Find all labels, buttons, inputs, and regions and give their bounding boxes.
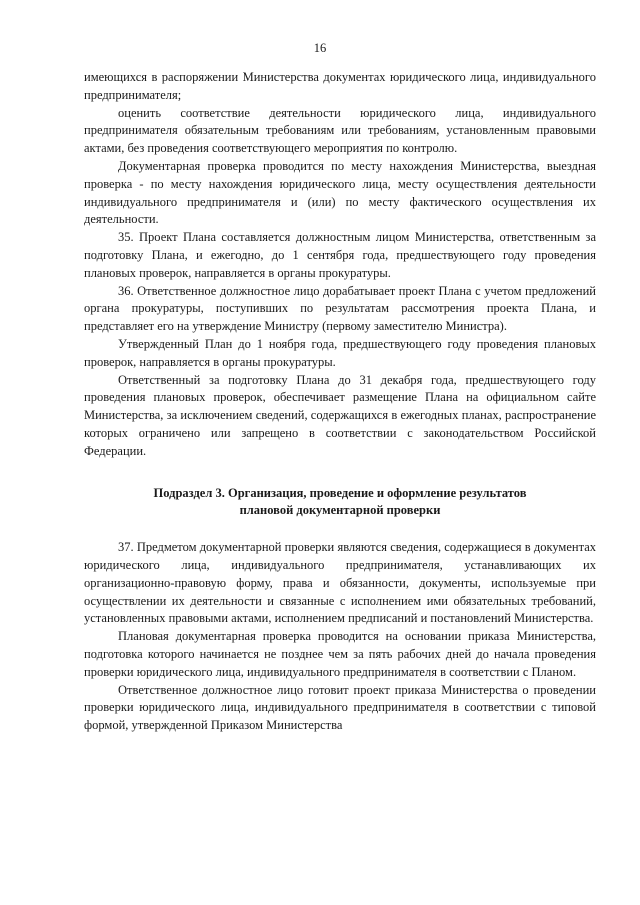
paragraph: Ответственное должностное лицо готовит проект приказа Министерства о проведении проверки юридического лица, индивидуального предпринимателя в соответствии с типовой формой, утвержденной Приказом Министерства (84, 682, 596, 733)
paragraph: 36. Ответственное должностное лицо дорабатывает проект Плана с учетом предложений органа прокуратуры, поступивших по результатам рассмотрения проекта Плана, и представляет его на утверждение Министру (первому заместителю Министра). (84, 283, 596, 334)
paragraph: Плановая документарная проверка проводится на основании приказа Министерства, подготовка которого начинается не позднее чем за пять рабочих дней до начала проведения проверки юридического лица, индивидуального предпринимателя в соответствии с Планом. (84, 629, 596, 679)
paragraph: Ответственный за подготовку Плана до 31 декабря года, предшествующего году проведения плановых проверок, обеспечивает размещение Плана на официальном сайте Министерства, за исключением сведений, содержащихся в ежегодных планах, распространение которых ограничено или запрещено в соответствии с законодательством Российской Федерации. (84, 372, 596, 458)
subsection-heading (84, 485, 596, 521)
subsection-heading-line: Подраздел 3. Организация, проведение и оформление результатов (153, 485, 527, 500)
document-body (84, 69, 596, 735)
subsection-heading-line: плановой документарной проверки (239, 503, 441, 518)
page-number: 16 (313, 41, 327, 55)
paragraph: 37. Предметом документарной проверки являются сведения, содержащиеся в документах юридического лица, индивидуального предпринимателя, устанавливающих их организационно-правовую форму, права и обязанности, документы, используемые при осуществлении их деятельности и связанные с исполнением ими обязательных требований, установленных правовыми актами, исполнением предписаний и постановлений Министерства. (84, 540, 596, 626)
paragraph: оценить соответствие деятельности юридического лица, индивидуального предпринимателя обязательным требованиям или требованиям, установленным правовыми актами, без проведения соответствующего мероприятия по контролю. (84, 105, 596, 156)
paragraph: Документарная проверка проводится по месту нахождения Министерства, выездная проверка - по месту нахождения юридического лица, месту осуществления деятельности индивидуального предпринимателя и (или) по месту фактического осуществления их деятельности. (84, 158, 596, 227)
paragraph: имеющихся в распоряжении Министерства документах юридического лица, индивидуального предпринимателя; (84, 70, 596, 102)
paragraph: Утвержденный План до 1 ноября года, предшествующего году проведения плановых проверок, направляется в органы прокуратуры. (84, 336, 596, 369)
paragraph: 35. Проект Плана составляется должностным лицом Министерства, ответственным за подготовку Плана, и ежегодно, до 1 сентября года, предшествующего году проведения плановых проверок, направляется в органы прокуратуры. (84, 230, 596, 280)
